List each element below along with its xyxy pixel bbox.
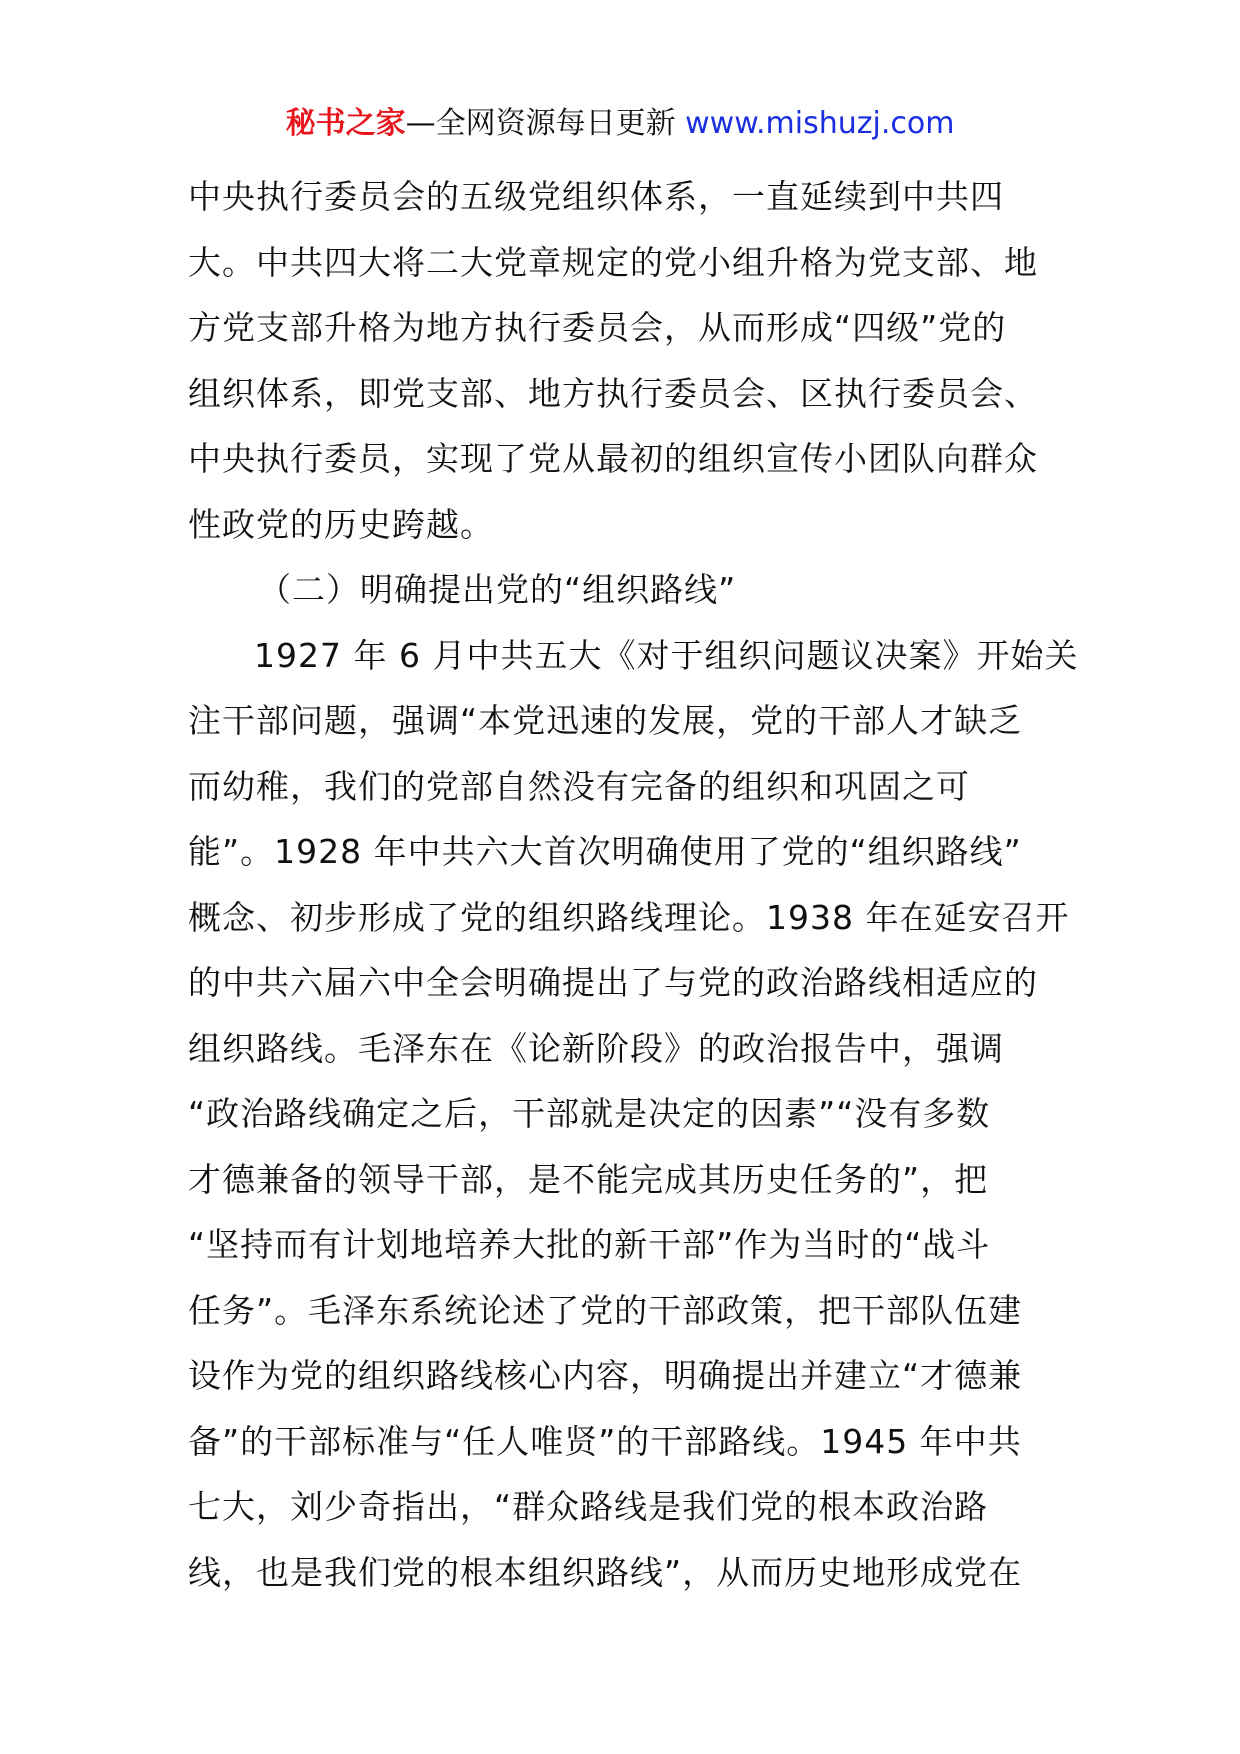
- paragraph-line: 才德兼备的领导干部，是不能完成其历史任务的”，把: [188, 1159, 989, 1199]
- paragraph-line: 的中共六届六中全会明确提出了与党的政治路线相适应的: [188, 963, 1038, 1002]
- section-heading: （二）明确提出党的“组织路线”: [258, 570, 737, 609]
- paragraph-line: 概念、初步形成了党的组织路线理论。1938 年在延安召开: [188, 897, 1070, 937]
- paragraph-line: 线，也是我们党的根本组织路线”，从而历史地形成党在: [188, 1552, 1023, 1592]
- paragraph-line: 能”。1928 年中共六大首次明确使用了党的“组织路线”: [188, 832, 1022, 871]
- paragraph-line: 性政党的历史跨越。: [188, 504, 494, 544]
- paragraph-line: 七大，刘少奇指出，“群众路线是我们党的根本政治路: [188, 1487, 989, 1526]
- paragraph-line: 注干部问题，强调“本党迅速的发展，党的干部人才缺乏: [188, 701, 1023, 740]
- paragraph-line: 1927 年 6 月中共五大《对于组织问题议决案》开始关: [254, 635, 1079, 675]
- paragraph-line: “坚持而有计划地培养大批的新干部”作为当时的“战斗: [188, 1225, 991, 1264]
- paragraph-line: 任务”。毛泽东系统论述了党的干部政策，把干部队伍建: [188, 1290, 1023, 1330]
- paragraph-line: “政治路线确定之后，干部就是决定的因素”“没有多数: [188, 1094, 991, 1133]
- site-tagline: —全网资源每日更新: [405, 106, 686, 141]
- paragraph-line: 中央执行委员，实现了党从最初的组织宣传小团队向群众: [188, 439, 1038, 478]
- site-brand: 秘书之家: [285, 106, 406, 141]
- site-url-link[interactable]: www.mishuzj.com: [685, 106, 955, 141]
- site-header: [0, 100, 1240, 148]
- paragraph-line: 备”的干部标准与“任人唯贤”的干部路线。1945 年中共: [188, 1421, 1022, 1461]
- paragraph-line: 组织路线。毛泽东在《论新阶段》的政治报告中，强调: [188, 1028, 1004, 1068]
- paragraph-line: 设作为党的组织路线核心内容，明确提出并建立“才德兼: [188, 1356, 1023, 1395]
- paragraph-line: 方党支部升格为地方执行委员会，从而形成“四级”党的: [188, 308, 1007, 347]
- document-body: [188, 164, 1079, 1605]
- paragraph-line: 组织体系，即党支部、地方执行委员会、区执行委员会、: [188, 373, 1038, 413]
- paragraph-line: 大。中共四大将二大党章规定的党小组升格为党支部、地: [188, 242, 1038, 282]
- paragraph-line: 中央执行委员会的五级党组织体系，一直延续到中共四: [188, 177, 1004, 216]
- paragraph-line: 而幼稚，我们的党部自然没有完备的组织和巩固之可: [188, 766, 970, 806]
